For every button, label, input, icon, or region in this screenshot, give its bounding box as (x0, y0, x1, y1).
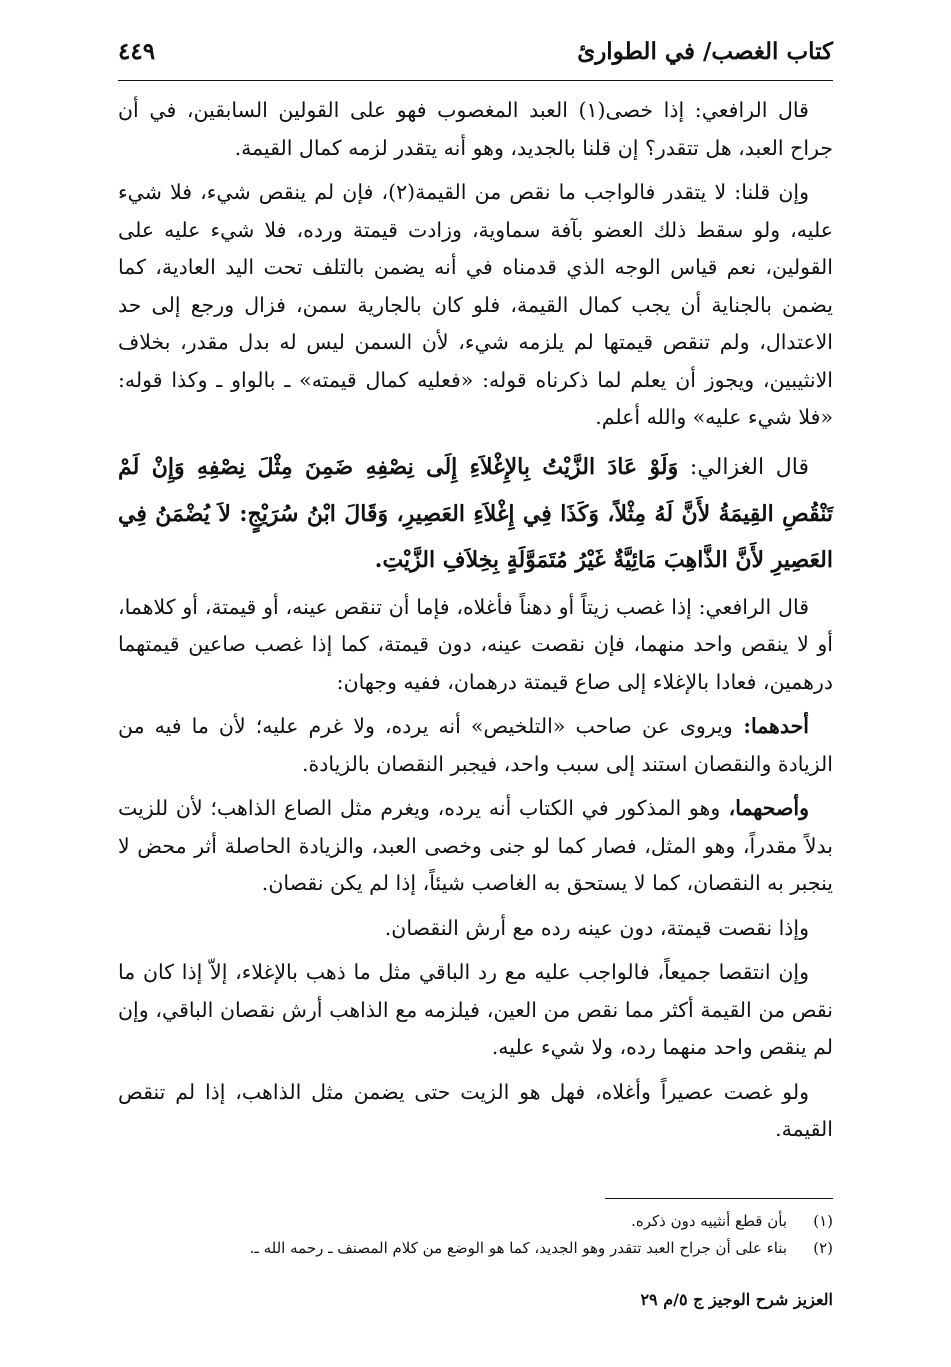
signature-mark: العزيز شرح الوجيز ج ٥/م ٢٩ (640, 1290, 833, 1309)
paragraph-8 (118, 954, 833, 1067)
main-text (118, 92, 833, 1156)
paragraph-7-text: وإذا نقصت قيمتة، دون عينه رده مع أرش النقصان. (384, 915, 809, 940)
paragraph-3-quote (118, 444, 833, 583)
running-header (118, 36, 833, 76)
paragraph-6 (118, 790, 833, 903)
paragraph-1 (118, 92, 833, 167)
paragraph-2-text: وإن قلنا: لا يتقدر فالواجب ما نقص من القيمة(٢)، فإن لم ينقص شيء، فلا شيء عليه، ولو سقط ذلك العضو بآفة سماوية، وزادت قيمتة ورده، فلا شيء عليه على القولين، نعم قياس الوجه الذي قدمناه في أنه يضمن بالتلف تحت اليد العادية، كما يضمن بالجناية أن يجب كمال القيمة، فلو كان بالجارية سمن، فزال ورجع إلى حد الاعتدال، ولم تنقص قيمتها لم يلزمه شيء، لأن السمن ليس له بدل مقدر، بخلاف الانثيبين، ويجوز أن يعلم لما ذكرناه قوله: «فعليه كمال قيمته» ـ بالواو ـ وكذا قوله: «فلا شيء عليه» والله أعلم. (118, 180, 833, 429)
paragraph-5 (118, 708, 833, 783)
paragraph-9-text: ولو غصت عصيراً وأغلاه، فهل هو الزيت حتى يضمن مثل الذاهب، إذا لم تنقص القيمة. (118, 1079, 833, 1141)
paragraph-7 (118, 910, 833, 948)
footnote-2 (118, 1235, 833, 1262)
paragraph-3-text: وَلَوْ عَادَ الزَّيْتُ بِالإِغْلاَءِ إِلَى نِصْفِهِ ضَمِنَ مِثْلَ نِصْفِهِ وَإِنْ لَمْ تَنْقُصِ القِيمَةُ لأَنَّ لَهُ مِثْلاً، وَكَذَا فِي إِغْلاَءِ العَصِيرِ، وَقَالَ ابْنُ سُرَيْجٍ: لاَ يُضْمَنُ فِي العَصِيرِ لأَنَّ الذَّاهِبَ مَائِيَّةٌ غَيْرُ مُتَمَوَّلَةٍ بِخِلاَفِ الزَّيْتِ. (118, 453, 833, 573)
page-number: ٤٤٩ (118, 38, 156, 65)
paragraph-1-text: قال الرافعي: إذا خصى(١) العبد المغصوب فهو على القولين السابقين، في أن جراح العبد، هل تتقدر؟ إن قلنا بالجديد، وهو أنه يتقدر لزمه كمال القيمة. (118, 98, 833, 160)
footnote-1-number: (١) (813, 1212, 833, 1230)
paragraph-9 (118, 1074, 833, 1149)
footnotes (118, 1208, 833, 1262)
paragraph-4 (118, 589, 833, 702)
paragraph-4-text: قال الرافعي: إذا غصب زيتاً أو دهناً فأغلاه، فإما أن تنقص عينه، أو قيمتة، أو كلاهما، أو لا ينقص واحد منهما، فإن نقصت عينه، دون قيمتة، كما إذا غصب صاعين قيمتهما درهمين، فعادا بالإغلاء إلى صاع قيمتة درهمان، ففيه وجهان: (118, 594, 833, 694)
chapter-title: كتاب الغصب/ في الطوارئ (577, 38, 833, 65)
paragraph-5-text: ويروى عن صاحب «التلخيص» أنه يرده، ولا غرم عليه؛ لأن ما فيه من الزيادة والنقصان استند إلى سبب واحد، فيجبر النقصان بالزيادة. (118, 714, 833, 776)
paragraph-8-text: وإن انتقصا جميعاً، فالواجب عليه مع رد الباقي مثل ما ذهب بالإغلاء، إلاّ إذا كان ما نقص من القيمة أكثر مما نقص من العين، فيلزمه مع الذاهب أرش نقصان الباقي، وإن لم ينقص واحد منهما رده، ولا شيء عليه. (118, 960, 833, 1059)
footnote-rule (605, 1198, 833, 1199)
paragraph-6-text: وهو المذكور في الكتاب أنه يرده، ويغرم مثل الصاع الذاهب؛ لأن للزيت بدلاً مقدراً، وهو المثل، فصار كما لو جنى وخصى العبد، والزيادة الحاصلة أثر محض لا ينجبر به النقصان، كما لا يستحق به الغاصب شيئاً، إذا لم يكن نقصان. (118, 796, 833, 895)
footnote-1-text: بأن قطع أنثييه دون ذكره. (631, 1212, 787, 1230)
paragraph-3-lead: قال الغزالي: (678, 454, 810, 480)
paragraph-5-lead: أحدهما: (732, 714, 809, 738)
footnote-1 (118, 1208, 833, 1235)
paragraph-2 (118, 174, 833, 437)
footnote-2-text: بناء على أن جراح العبد تتقدر وهو الجديد، كما هو الوضع من كلام المصنف ـ رحمه الله ـ. (249, 1239, 787, 1257)
header-rule (118, 80, 833, 81)
paragraph-6-lead: وأصحهما، (720, 796, 809, 820)
footnote-2-number: (٢) (813, 1239, 833, 1257)
